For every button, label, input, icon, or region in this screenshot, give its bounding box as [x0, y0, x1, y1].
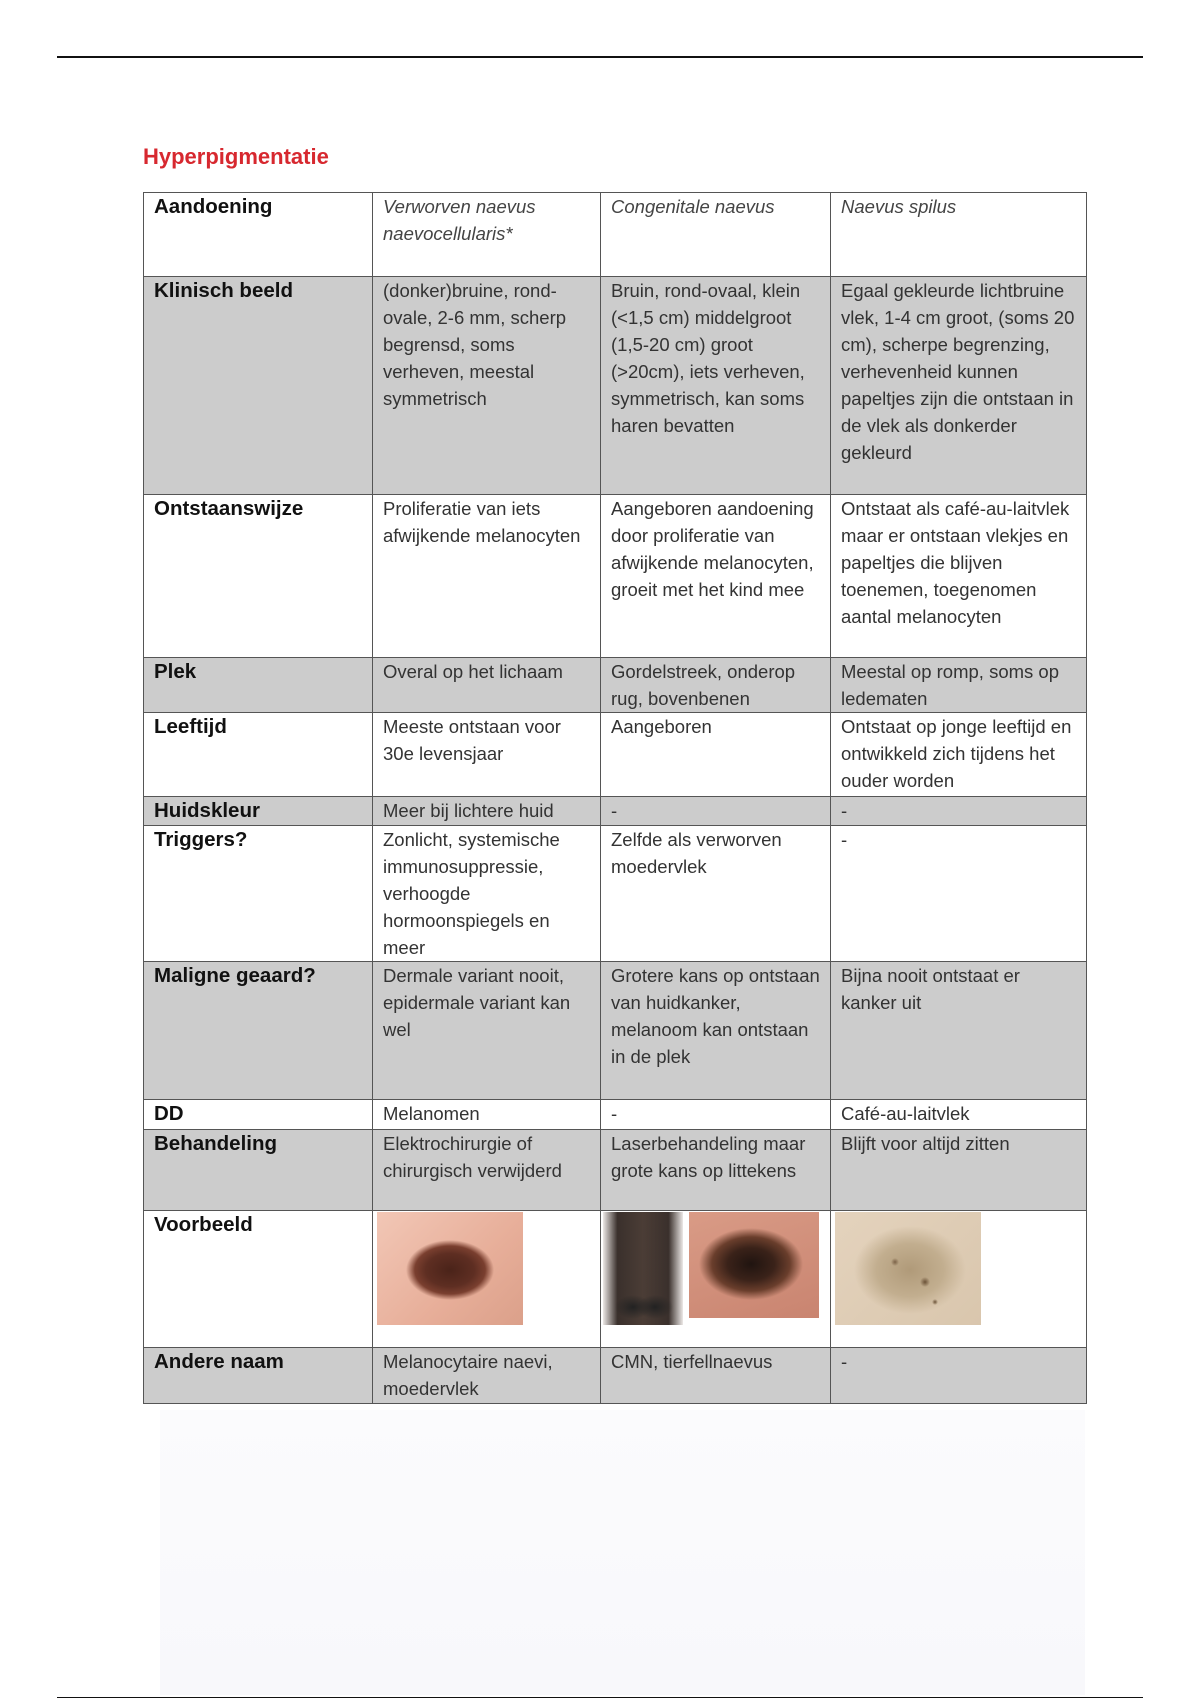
- table-row: [144, 1348, 1087, 1404]
- header-rule: [57, 56, 1143, 58]
- row-label: Ontstaanswijze: [144, 495, 373, 658]
- row-label: Plek: [144, 658, 373, 713]
- row-label: Leeftijd: [144, 713, 373, 797]
- section-heading: Hyperpigmentatie: [143, 144, 329, 169]
- row-label: Voorbeeld: [144, 1211, 373, 1348]
- row-label: Andere naam: [144, 1348, 373, 1404]
- table-cell: -: [831, 1348, 1087, 1404]
- table-row: [144, 1130, 1087, 1211]
- table-row: [144, 495, 1087, 658]
- table-cell: Ontstaat als café-au-laitvlek maar er ontstaan vlekjes en papeltjes die blijven toenemen, toegenomen aantal melanocyten: [831, 495, 1087, 658]
- table-cell: Zonlicht, systemische immunosuppressie, verhoogde hormoonspiegels en meer: [373, 826, 601, 962]
- table-cell: (donker)bruine, rond-ovale, 2-6 mm, scherp begrensd, soms verheven, meestal symmetrisch: [373, 277, 601, 495]
- table-cell: -: [601, 1100, 831, 1130]
- row-label: Aandoening: [144, 193, 373, 277]
- table-cell: -: [601, 797, 831, 826]
- table-cell: Bruin, rond-ovaal, klein (<1,5 cm) middelgroot (1,5-20 cm) groot (>20cm), iets verheven, symmetrisch, kan soms haren bevatten: [601, 277, 831, 495]
- table-cell: Overal op het lichaam: [373, 658, 601, 713]
- table-cell: Laserbehandeling maar grote kans op littekens: [601, 1130, 831, 1211]
- row-label: Huidskleur: [144, 797, 373, 826]
- table-cell: Grotere kans op ontstaan van huidkanker, melanoom kan ontstaan in de plek: [601, 962, 831, 1100]
- table-cell: Egaal gekleurde lichtbruine vlek, 1-4 cm groot, (soms 20 cm), scherpe begrenzing, verhevenheid kunnen papeltjes zijn die ontstaan in de vlek als donkerder gekleurd: [831, 277, 1087, 495]
- table-row: [144, 962, 1087, 1100]
- condition-header: Naevus spilus: [831, 193, 1087, 277]
- row-label: DD: [144, 1100, 373, 1130]
- table-cell: -: [831, 797, 1087, 826]
- table-cell: Ontstaat op jonge leeftijd en ontwikkeld zich tijdens het ouder worden: [831, 713, 1087, 797]
- table-cell: Aangeboren: [601, 713, 831, 797]
- row-label: Klinisch beeld: [144, 277, 373, 495]
- table-cell: Gordelstreek, onderop rug, bovenbenen: [601, 658, 831, 713]
- footer-rule: [57, 1697, 1143, 1698]
- table-cell: CMN, tierfellnaevus: [601, 1348, 831, 1404]
- table-cell: Dermale variant nooit, epidermale variant kan wel: [373, 962, 601, 1100]
- table-cell: Melanomen: [373, 1100, 601, 1130]
- nevus-spilus-photo: [835, 1212, 981, 1325]
- example-image-cell: [373, 1211, 601, 1348]
- table-row: [144, 713, 1087, 797]
- table-cell: Proliferatie van iets afwijkende melanocyten: [373, 495, 601, 658]
- table-row: [144, 193, 1087, 277]
- example-image-cell: [831, 1211, 1087, 1348]
- row-label: Behandeling: [144, 1130, 373, 1211]
- acquired-nevus-photo: [377, 1212, 523, 1325]
- example-image-cell: [601, 1211, 831, 1348]
- table-cell: Elektrochirurgie of chirurgisch verwijderd: [373, 1130, 601, 1211]
- table-cell: Meeste ontstaan voor 30e levensjaar: [373, 713, 601, 797]
- table-cell: Zelfde als verworven moedervlek: [601, 826, 831, 962]
- table-row: [144, 1100, 1087, 1130]
- table-row: [144, 826, 1087, 962]
- congenital-nevus-closeup-photo: [689, 1212, 819, 1318]
- condition-header: Congenitale naevus: [601, 193, 831, 277]
- table-cell: Café-au-laitvlek: [831, 1100, 1087, 1130]
- table-cell: Bijna nooit ontstaat er kanker uit: [831, 962, 1087, 1100]
- table-cell: -: [831, 826, 1087, 962]
- table-cell: Meestal op romp, soms op ledematen: [831, 658, 1087, 713]
- table-row: [144, 797, 1087, 826]
- condition-header: Verworven naevus naevocellularis*: [373, 193, 601, 277]
- table-cell: Aangeboren aandoening door proliferatie van afwijkende melanocyten, groeit met het kind mee: [601, 495, 831, 658]
- table-row: [144, 658, 1087, 713]
- table-cell: Blijft voor altijd zitten: [831, 1130, 1087, 1211]
- row-label: Maligne geaard?: [144, 962, 373, 1100]
- row-label: Triggers?: [144, 826, 373, 962]
- table-row: [144, 1211, 1087, 1348]
- congenital-nevus-back-photo: [603, 1212, 683, 1325]
- page-fade: [160, 1410, 1085, 1695]
- comparison-table: [143, 192, 1087, 1404]
- table-cell: Melanocytaire naevi, moedervlek: [373, 1348, 601, 1404]
- table-cell: Meer bij lichtere huid: [373, 797, 601, 826]
- table-row: [144, 277, 1087, 495]
